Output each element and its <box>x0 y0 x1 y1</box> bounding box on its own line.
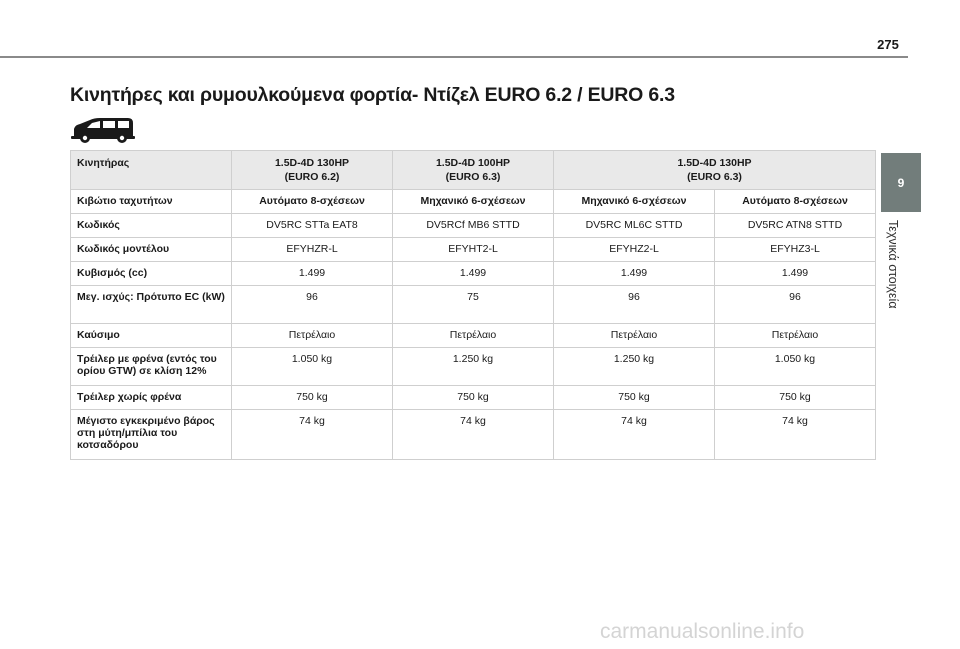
table-cell: 74 kg <box>715 410 876 460</box>
table-cell: Μηχανικό 6-σχέσεων <box>554 190 715 214</box>
table-cell: 96 <box>232 286 393 324</box>
table-cell: 75 <box>393 286 554 324</box>
row-label: Τρέιλερ με φρένα (εντός του ορίου GTW) σε κλίση 12% <box>71 348 232 386</box>
table-cell: 1.499 <box>393 262 554 286</box>
table-cell: Αυτόματο 8-σχέσεων <box>715 190 876 214</box>
table-cell: 96 <box>554 286 715 324</box>
table-row <box>71 214 876 238</box>
table-row <box>71 348 876 386</box>
table-cell: DV5RC ML6C STTD <box>554 214 715 238</box>
watermark: carmanualsonline.info <box>600 620 805 643</box>
header-engine-label: Κινητήρας <box>71 151 232 190</box>
table-cell: 1.050 kg <box>715 348 876 386</box>
header-engine-3 <box>554 151 876 190</box>
table-cell: EFYHT2-L <box>393 238 554 262</box>
table-cell: 74 kg <box>232 410 393 460</box>
van-side-icon <box>70 115 136 145</box>
table-cell: 1.499 <box>715 262 876 286</box>
table-cell: 74 kg <box>554 410 715 460</box>
chapter-tab[interactable]: 9 <box>881 153 921 212</box>
table-cell: EFYHZ3-L <box>715 238 876 262</box>
header-engine-1 <box>232 151 393 190</box>
row-label: Κιβώτιο ταχυτήτων <box>71 190 232 214</box>
table-cell: Πετρέλαιο <box>554 324 715 348</box>
table-cell: 1.499 <box>554 262 715 286</box>
row-label: Τρέιλερ χωρίς φρένα <box>71 386 232 410</box>
table-cell: 1.250 kg <box>393 348 554 386</box>
table-cell: 96 <box>715 286 876 324</box>
table-cell: Πετρέλαιο <box>393 324 554 348</box>
table-cell: Αυτόματο 8-σχέσεων <box>232 190 393 214</box>
table-cell: 1.499 <box>232 262 393 286</box>
header-engine-2-norm: (EURO 6.3) <box>445 171 501 183</box>
table-cell: DV5RCf MB6 STTD <box>393 214 554 238</box>
table-cell: Πετρέλαιο <box>232 324 393 348</box>
page-title: Κινητήρες και ρυμουλκούμενα φορτία- Ντίζελ EURO 6.2 / EURO 6.3 <box>70 84 675 106</box>
table-row <box>71 386 876 410</box>
table-row <box>71 286 876 324</box>
table-cell: DV5RC ATN8 STTD <box>715 214 876 238</box>
table-row <box>71 410 876 460</box>
header-engine-1-norm: (EURO 6.2) <box>284 171 340 183</box>
table-cell: 1.050 kg <box>232 348 393 386</box>
table-cell: 74 kg <box>393 410 554 460</box>
row-label: Μεγ. ισχύς: Πρότυπο EC (kW) <box>71 286 232 324</box>
header-engine-1-name: 1.5D-4D 130HP <box>274 157 350 169</box>
table-row <box>71 190 876 214</box>
row-label: Μέγιστο εγκεκριμένο βάρος στη μύτη/μπίλια του κοτσαδόρου <box>71 410 232 460</box>
row-label: Κωδικός <box>71 214 232 238</box>
header-engine-3-name: 1.5D-4D 130HP <box>677 157 752 169</box>
table-row <box>71 262 876 286</box>
table-row <box>71 324 876 348</box>
table-cell: 750 kg <box>554 386 715 410</box>
table-row <box>71 238 876 262</box>
page-number: 275 <box>877 37 899 52</box>
row-label: Κωδικός μοντέλου <box>71 238 232 262</box>
header-rule <box>0 56 908 58</box>
chapter-label: Τεχνικά στοιχεία <box>886 220 900 309</box>
row-label: Καύσιμο <box>71 324 232 348</box>
header-engine-3-norm: (EURO 6.3) <box>687 171 742 183</box>
table-cell: 750 kg <box>232 386 393 410</box>
header-engine-2 <box>393 151 554 190</box>
table-header-row <box>71 151 876 190</box>
table-cell: Μηχανικό 6-σχέσεων <box>393 190 554 214</box>
table-cell: DV5RC STTa EAT8 <box>232 214 393 238</box>
table-cell: 1.250 kg <box>554 348 715 386</box>
row-label: Κυβισμός (cc) <box>71 262 232 286</box>
header-engine-2-name: 1.5D-4D 100HP <box>435 157 511 169</box>
table-cell: 750 kg <box>393 386 554 410</box>
table-cell: 750 kg <box>715 386 876 410</box>
engine-specs-table <box>70 150 876 460</box>
table-cell: EFYHZR-L <box>232 238 393 262</box>
table-cell: Πετρέλαιο <box>715 324 876 348</box>
table-cell: EFYHZ2-L <box>554 238 715 262</box>
